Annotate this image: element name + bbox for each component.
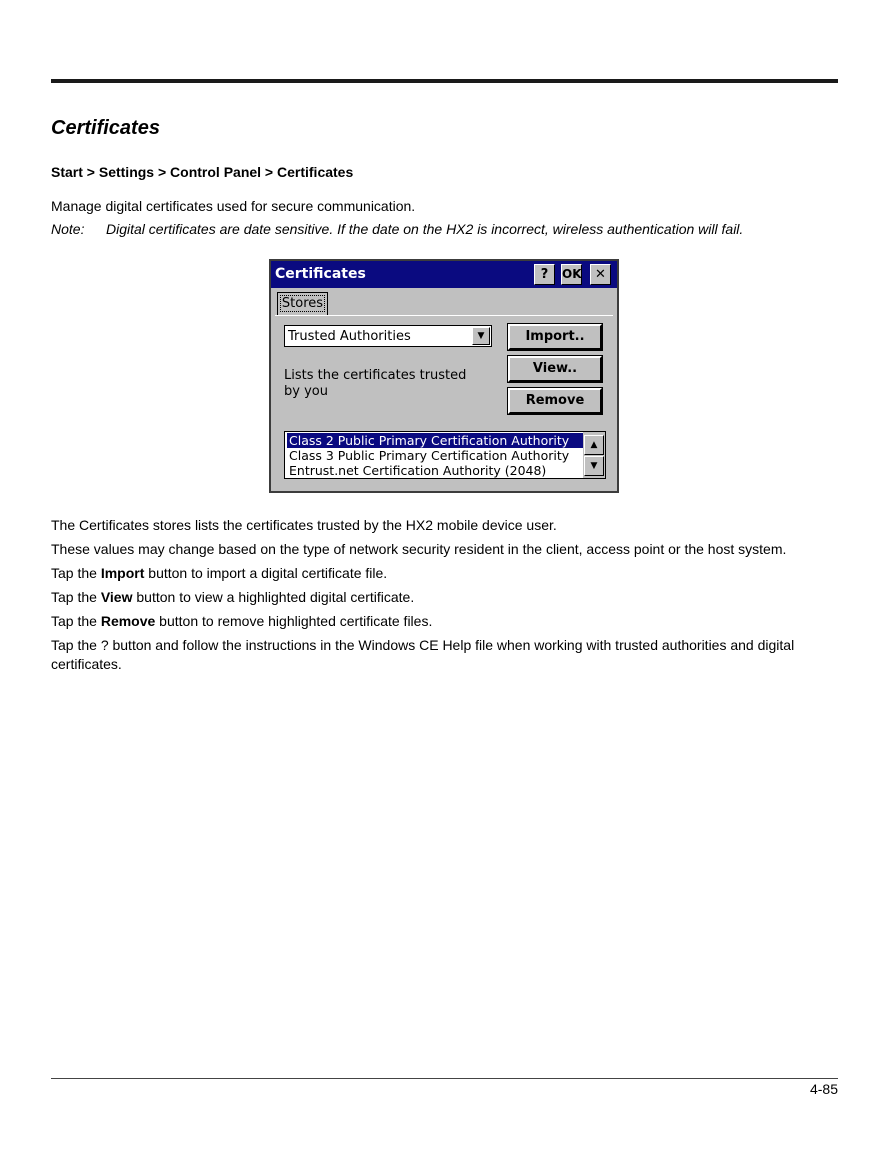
footer-rule — [51, 1078, 838, 1079]
body-paragraph: The Certificates stores lists the certificates trusted by the HX2 mobile device user. — [51, 517, 557, 533]
tab-panel-border — [275, 315, 613, 316]
page-number: 4-85 — [809, 1081, 838, 1097]
ok-button[interactable]: OK — [561, 264, 582, 285]
list-item[interactable]: Class 3 Public Primary Certification Authority — [289, 448, 570, 463]
note-label: Note: — [51, 221, 85, 237]
certificate-list[interactable] — [284, 431, 606, 479]
page-title: Certificates — [51, 117, 160, 139]
text: Tap the — [51, 613, 101, 629]
body-paragraph: Tap the ? button and follow the instructions in the Windows CE Help file when working with trusted authorities and digital certificates. — [51, 637, 795, 672]
store-select[interactable] — [284, 325, 492, 347]
view-term: View — [100, 589, 133, 605]
store-description: Lists the certificates trusted by you — [284, 368, 467, 399]
store-select-value: Trusted Authorities — [288, 329, 411, 344]
text: Tap the — [51, 589, 101, 605]
certificates-dialog — [269, 259, 619, 493]
scrollbar[interactable] — [583, 432, 605, 478]
text: Tap the — [51, 565, 101, 581]
list-item[interactable]: Entrust.net Certification Authority (2048) — [289, 463, 547, 478]
help-button[interactable]: ? — [534, 264, 555, 285]
tab-stores[interactable] — [277, 292, 328, 316]
remove-button[interactable]: Remove — [508, 388, 602, 414]
breadcrumb: Start > Settings > Control Panel > Certificates — [51, 164, 354, 180]
intro-text: Manage digital certificates used for secure communication. — [51, 198, 416, 214]
body-paragraph — [51, 588, 841, 607]
header-rule — [51, 79, 838, 83]
body-paragraph: These values may change based on the type of network security resident in the client, access point or the host system. — [51, 541, 787, 557]
dialog-title: Certificates — [275, 266, 366, 282]
import-button[interactable]: Import.. — [508, 324, 602, 350]
text: button to remove highlighted certificate files. — [155, 613, 433, 629]
list-item[interactable]: Class 2 Public Primary Certification Authority — [287, 433, 587, 448]
tab-stores-label: Stores — [281, 296, 324, 311]
close-button[interactable]: ✕ — [590, 264, 611, 285]
text: button to view a highlighted digital certificate. — [132, 589, 415, 605]
body-paragraph — [51, 564, 841, 583]
note-text: Digital certificates are date sensitive. If the date on the HX2 is incorrect, wireless authentication will fail. — [106, 221, 744, 237]
body-paragraph — [51, 612, 841, 631]
text: button to import a digital certificate file. — [144, 565, 388, 581]
scroll-down-icon[interactable]: ▼ — [584, 456, 604, 476]
import-term: Import — [100, 565, 145, 581]
remove-term: Remove — [100, 613, 156, 629]
scroll-up-icon[interactable]: ▲ — [584, 435, 604, 455]
view-button[interactable]: View.. — [508, 356, 602, 382]
dialog-title-bar — [271, 261, 617, 288]
chevron-down-icon[interactable]: ▼ — [472, 327, 490, 345]
